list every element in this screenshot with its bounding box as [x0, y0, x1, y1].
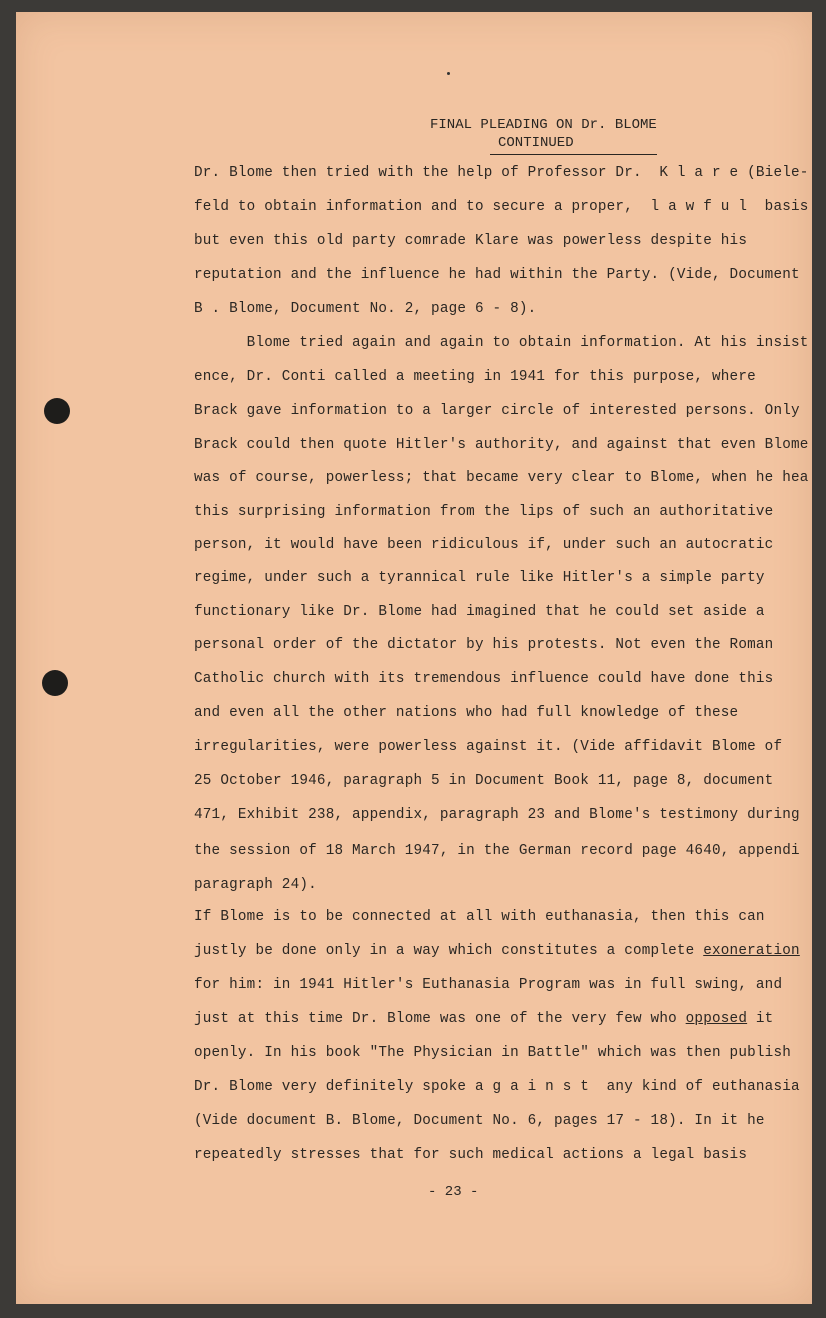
- text-line: Brack could then quote Hitler's authority, and against that even Blome: [194, 437, 809, 453]
- text-line: Dr. Blome then tried with the help of Professor Dr. K l a r e (Biele-: [194, 165, 809, 181]
- punch-hole: [44, 398, 70, 424]
- text-line: Blome tried again and again to obtain information. At his insist: [194, 335, 809, 351]
- text-line: person, it would have been ridiculous if, under such an autocratic: [194, 537, 774, 553]
- ink-speck: [447, 72, 450, 75]
- text-line: and even all the other nations who had full knowledge of these: [194, 705, 739, 721]
- text-line: was of course, powerless; that became very clear to Blome, when he hea: [194, 470, 809, 486]
- text-line: feld to obtain information and to secure a proper, l a w f u l basis: [194, 199, 809, 215]
- text-line-start: just at this time Dr. Blome was one of the very few who: [194, 1011, 686, 1027]
- text-line: irregularities, were powerless against it. (Vide affidavit Blome of: [194, 739, 783, 755]
- text-line: [194, 1010, 773, 1028]
- header-subtitle: CONTINUED: [490, 134, 657, 155]
- underlined-word: opposed: [685, 1011, 748, 1027]
- document-page: [16, 12, 812, 1304]
- text-line: Catholic church with its tremendous influence could have done this: [194, 671, 774, 687]
- text-line-end: it: [747, 1011, 774, 1027]
- text-line: regime, under such a tyrannical rule like Hitler's a simple party: [194, 570, 765, 586]
- text-line: this surprising information from the lips of such an authoritative: [194, 504, 774, 520]
- text-line: for him: in 1941 Hitler's Euthanasia Program was in full swing, and: [194, 977, 783, 993]
- text-line: 471, Exhibit 238, appendix, paragraph 23 and Blome's testimony during: [194, 807, 800, 823]
- header-title: FINAL PLEADING ON Dr. BLOME: [430, 117, 657, 133]
- text-line: but even this old party comrade Klare was powerless despite his: [194, 233, 748, 249]
- text-line: B . Blome, Document No. 2, page 6 - 8).: [194, 301, 537, 317]
- text-line: repeatedly stresses that for such medical actions a legal basis: [194, 1147, 748, 1163]
- text-line: Brack gave information to a larger circle of interested persons. Only: [194, 403, 800, 419]
- text-line: paragraph 24).: [194, 877, 317, 893]
- text-line: Dr. Blome very definitely spoke a g a i n s t any kind of euthanasia: [194, 1079, 800, 1095]
- text-line-start: justly be done only in a way which constitutes a complete: [194, 943, 704, 959]
- text-line: openly. In his book "The Physician in Battle" which was then publish: [194, 1045, 792, 1061]
- document-header: [430, 116, 657, 155]
- text-line: (Vide document B. Blome, Document No. 6, pages 17 - 18). In it he: [194, 1113, 765, 1129]
- punch-hole: [42, 670, 68, 696]
- text-line: [194, 942, 800, 960]
- text-line: 25 October 1946, paragraph 5 in Document Book 11, page 8, document: [194, 773, 774, 789]
- page-number: - 23 -: [428, 1184, 479, 1200]
- underlined-word: exoneration: [703, 943, 800, 959]
- text-line: functionary like Dr. Blome had imagined that he could set aside a: [194, 604, 765, 620]
- text-line: the session of 18 March 1947, in the German record page 4640, appendi: [194, 843, 800, 859]
- text-line: ence, Dr. Conti called a meeting in 1941 for this purpose, where: [194, 369, 756, 385]
- text-line: If Blome is to be connected at all with euthanasia, then this can: [194, 909, 765, 925]
- text-line: personal order of the dictator by his protests. Not even the Roman: [194, 637, 774, 653]
- text-line: reputation and the influence he had within the Party. (Vide, Document: [194, 267, 800, 283]
